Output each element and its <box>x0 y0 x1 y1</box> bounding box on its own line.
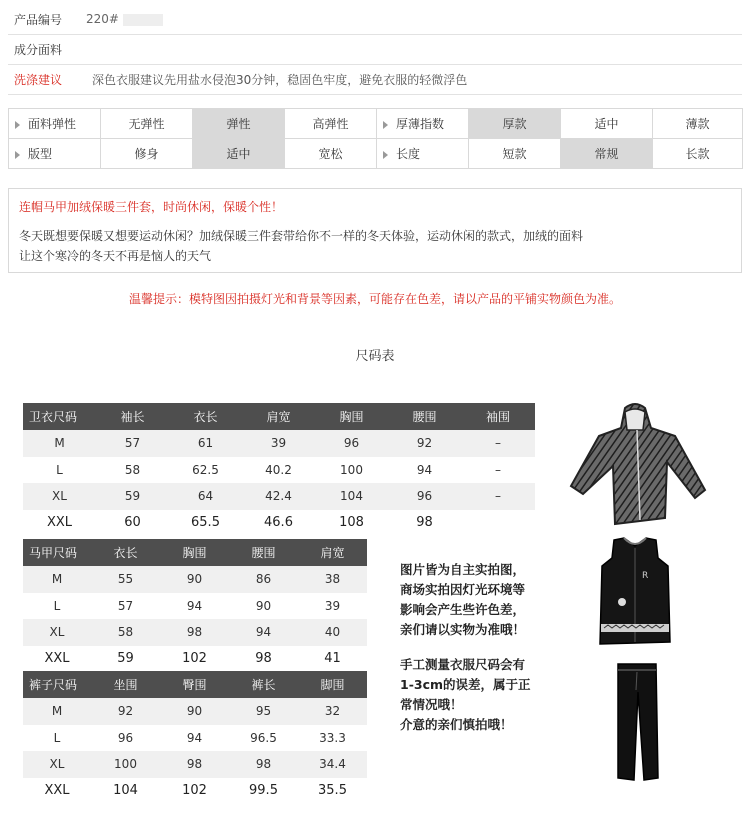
size-chart-title: 尺码表 <box>355 349 395 364</box>
table-cell: 40 <box>298 619 367 646</box>
note-line: 常情况哦！ <box>400 697 463 712</box>
table-cell: 64 <box>169 483 242 510</box>
pants-header-length: 裤长 <box>229 671 298 698</box>
table-cell: 102 <box>182 651 207 667</box>
elasticity-none: 无弹性 <box>101 109 193 139</box>
vest-header-size: 马甲尺码 <box>23 539 91 566</box>
fabric-label: 成分面料 <box>14 43 63 57</box>
triangle-icon <box>15 121 20 129</box>
note-line: 亲们请以实物为准哦！ <box>400 622 526 637</box>
table-cell: 62.5 <box>192 462 219 477</box>
table-cell: 32 <box>298 698 367 725</box>
photo-note <box>400 560 525 640</box>
svg-text:R: R <box>642 571 649 581</box>
pants-header-row <box>23 671 367 698</box>
vest-header-row <box>23 539 367 566</box>
color-warning: 温馨提示：模特图因拍摄灯光和背景等因素，可能存在色差，请以产品的平铺实物颜色为准。 <box>128 292 621 306</box>
hoodie-sketch-icon <box>555 400 715 530</box>
table-row <box>23 751 367 778</box>
table-cell: 90 <box>160 698 229 725</box>
length-long: 长款 <box>653 139 743 169</box>
table-cell: 90 <box>160 566 229 593</box>
table-row <box>23 593 367 620</box>
hoodie-header-row <box>23 403 535 430</box>
pants-header-seat: 坐围 <box>91 671 160 698</box>
table-row <box>23 510 535 537</box>
table-cell: 96.5 <box>250 730 277 745</box>
table-cell: M <box>23 698 91 725</box>
table-cell: 39 <box>324 598 341 613</box>
table-cell: XL <box>23 483 96 510</box>
hoodie-header-sleeve: 袖长 <box>96 403 169 430</box>
thickness-label: 厚薄指数 <box>377 109 469 139</box>
table-cell: 102 <box>182 783 207 799</box>
table-row <box>23 778 367 805</box>
table-cell: 104 <box>315 483 388 510</box>
table-cell: L <box>56 462 63 477</box>
table-cell: 61 <box>169 430 242 457</box>
table-cell: 94 <box>416 462 433 477</box>
fabric-row <box>8 35 742 65</box>
pants-size-table <box>23 671 367 804</box>
table-cell: – <box>461 430 535 457</box>
table-cell: 35.5 <box>318 783 347 799</box>
hoodie-header-cuff: 袖围 <box>461 403 535 430</box>
pants-header-ankle: 脚围 <box>298 671 367 698</box>
table-cell: 57 <box>117 598 134 613</box>
note-line: 商场实拍因灯光环境等 <box>400 582 526 597</box>
table-row <box>23 430 535 457</box>
table-cell: 99.5 <box>249 783 278 799</box>
table-cell: – <box>461 483 535 510</box>
triangle-icon <box>15 151 20 159</box>
vest-header-shoulder: 肩宽 <box>298 539 367 566</box>
hoodie-header-chest: 胸围 <box>315 403 388 430</box>
table-cell: – <box>495 462 501 477</box>
table-cell: 95 <box>229 698 298 725</box>
promo-title: 连帽马甲加绒保暖三件套，时尚休闲，保暖个性！ <box>19 200 284 214</box>
pants-header-size: 裤子尺码 <box>23 671 91 698</box>
table-row <box>23 457 535 484</box>
table-cell: 92 <box>388 430 461 457</box>
table-row <box>23 619 367 646</box>
thickness-thick: 厚款 <box>469 109 561 139</box>
table-cell: 98 <box>229 751 298 778</box>
table-cell <box>461 510 535 537</box>
table-cell: M <box>23 566 91 593</box>
table-cell: 57 <box>96 430 169 457</box>
table-cell: 96 <box>117 730 134 745</box>
thickness-medium: 适中 <box>561 109 653 139</box>
attribute-table <box>8 108 743 169</box>
fit-loose: 宽松 <box>285 139 377 169</box>
vest-header-length: 衣长 <box>91 539 160 566</box>
table-cell: 92 <box>91 698 160 725</box>
hoodie-header-waist: 腰围 <box>388 403 461 430</box>
attr-row-elasticity <box>9 109 743 139</box>
table-row <box>23 646 367 673</box>
length-label: 长度 <box>377 139 469 169</box>
table-cell: XL <box>23 619 91 646</box>
table-row <box>23 566 367 593</box>
table-cell: XL <box>23 751 91 778</box>
note-line: 手工测量衣服尺码会有 <box>400 657 526 672</box>
vest-header-waist: 腰围 <box>229 539 298 566</box>
table-cell: XXL <box>44 783 70 799</box>
table-cell: 96 <box>315 430 388 457</box>
hoodie-header-length: 衣长 <box>169 403 242 430</box>
table-cell: 100 <box>340 462 363 477</box>
measure-note <box>400 655 531 735</box>
table-cell: 58 <box>124 462 141 477</box>
fit-label: 版型 <box>9 139 101 169</box>
table-row <box>23 483 535 510</box>
table-cell: 94 <box>186 598 203 613</box>
hoodie-header-shoulder: 肩宽 <box>242 403 315 430</box>
table-cell: 59 <box>96 483 169 510</box>
promo-line-1: 冬天既想要保暖又想要运动休闲？加绒保暖三件套带给你不一样的冬天体验，运动休闲的款式，加绒的面料 <box>19 229 584 243</box>
table-cell: 94 <box>186 730 203 745</box>
length-regular: 常规 <box>561 139 653 169</box>
attr-row-fit <box>9 139 743 169</box>
product-code-label: 产品编号 <box>14 12 63 27</box>
elasticity-medium: 弹性 <box>193 109 285 139</box>
hoodie-size-table <box>23 403 535 536</box>
table-row <box>23 725 367 752</box>
table-cell: 39 <box>242 430 315 457</box>
table-cell: 34.4 <box>298 751 367 778</box>
wash-value: 深色衣服建议先用盐水侵泡30分钟，稳固色牢度，避免衣服的轻微浮色 <box>92 73 468 87</box>
table-cell: L <box>53 598 61 613</box>
table-cell: 33.3 <box>319 730 346 745</box>
table-cell: XXL <box>44 651 70 667</box>
note-line: 介意的亲们慎拍哦！ <box>400 717 513 732</box>
note-line: 图片皆为自主实拍图， <box>400 562 526 577</box>
wash-row <box>8 65 742 95</box>
elasticity-label: 面料弹性 <box>9 109 101 139</box>
pants-header-hip: 臀围 <box>160 671 229 698</box>
elasticity-high: 高弹性 <box>285 109 377 139</box>
table-cell: 86 <box>229 566 298 593</box>
promo-box <box>8 188 742 273</box>
table-cell: 58 <box>91 619 160 646</box>
table-cell: 104 <box>113 783 138 799</box>
table-cell: 46.6 <box>264 515 293 531</box>
table-cell: 38 <box>298 566 367 593</box>
table-cell: L <box>53 730 61 745</box>
table-cell: XXL <box>46 515 73 531</box>
table-cell: 90 <box>255 598 272 613</box>
product-code-value: 220# <box>86 12 163 26</box>
thickness-thin: 薄款 <box>653 109 743 139</box>
vest-size-table <box>23 539 367 672</box>
vest-sketch-icon <box>596 536 674 648</box>
triangle-icon <box>383 151 388 159</box>
product-code-row <box>8 4 742 35</box>
table-cell: 55 <box>91 566 160 593</box>
table-cell: 40.2 <box>265 462 292 477</box>
table-cell: 96 <box>388 483 461 510</box>
hoodie-header-size: 卫衣尺码 <box>23 403 96 430</box>
table-cell: 98 <box>416 515 433 531</box>
table-cell: 98 <box>160 619 229 646</box>
table-cell: 60 <box>124 515 141 531</box>
length-short: 短款 <box>469 139 561 169</box>
vest-header-chest: 胸围 <box>160 539 229 566</box>
table-cell: 98 <box>255 651 272 667</box>
table-cell: M <box>23 430 96 457</box>
table-cell: 94 <box>229 619 298 646</box>
fit-regular: 适中 <box>193 139 285 169</box>
table-cell: 65.5 <box>191 515 220 531</box>
table-cell: 41 <box>324 651 341 667</box>
pants-sketch-icon <box>610 662 664 782</box>
wash-label: 洗涤建议 <box>14 73 63 87</box>
table-cell: 108 <box>339 515 364 531</box>
table-cell: 98 <box>160 751 229 778</box>
triangle-icon <box>383 121 388 129</box>
note-line: 1-3cm的误差，属于正 <box>400 677 531 692</box>
promo-line-2: 让这个寒冷的冬天不再是恼人的天气 <box>19 249 212 263</box>
table-cell: 42.4 <box>242 483 315 510</box>
table-cell: 59 <box>117 651 134 667</box>
table-row <box>23 698 367 725</box>
fit-slim: 修身 <box>101 139 193 169</box>
table-cell: 100 <box>91 751 160 778</box>
note-line: 影响会产生些许色差， <box>400 602 526 617</box>
